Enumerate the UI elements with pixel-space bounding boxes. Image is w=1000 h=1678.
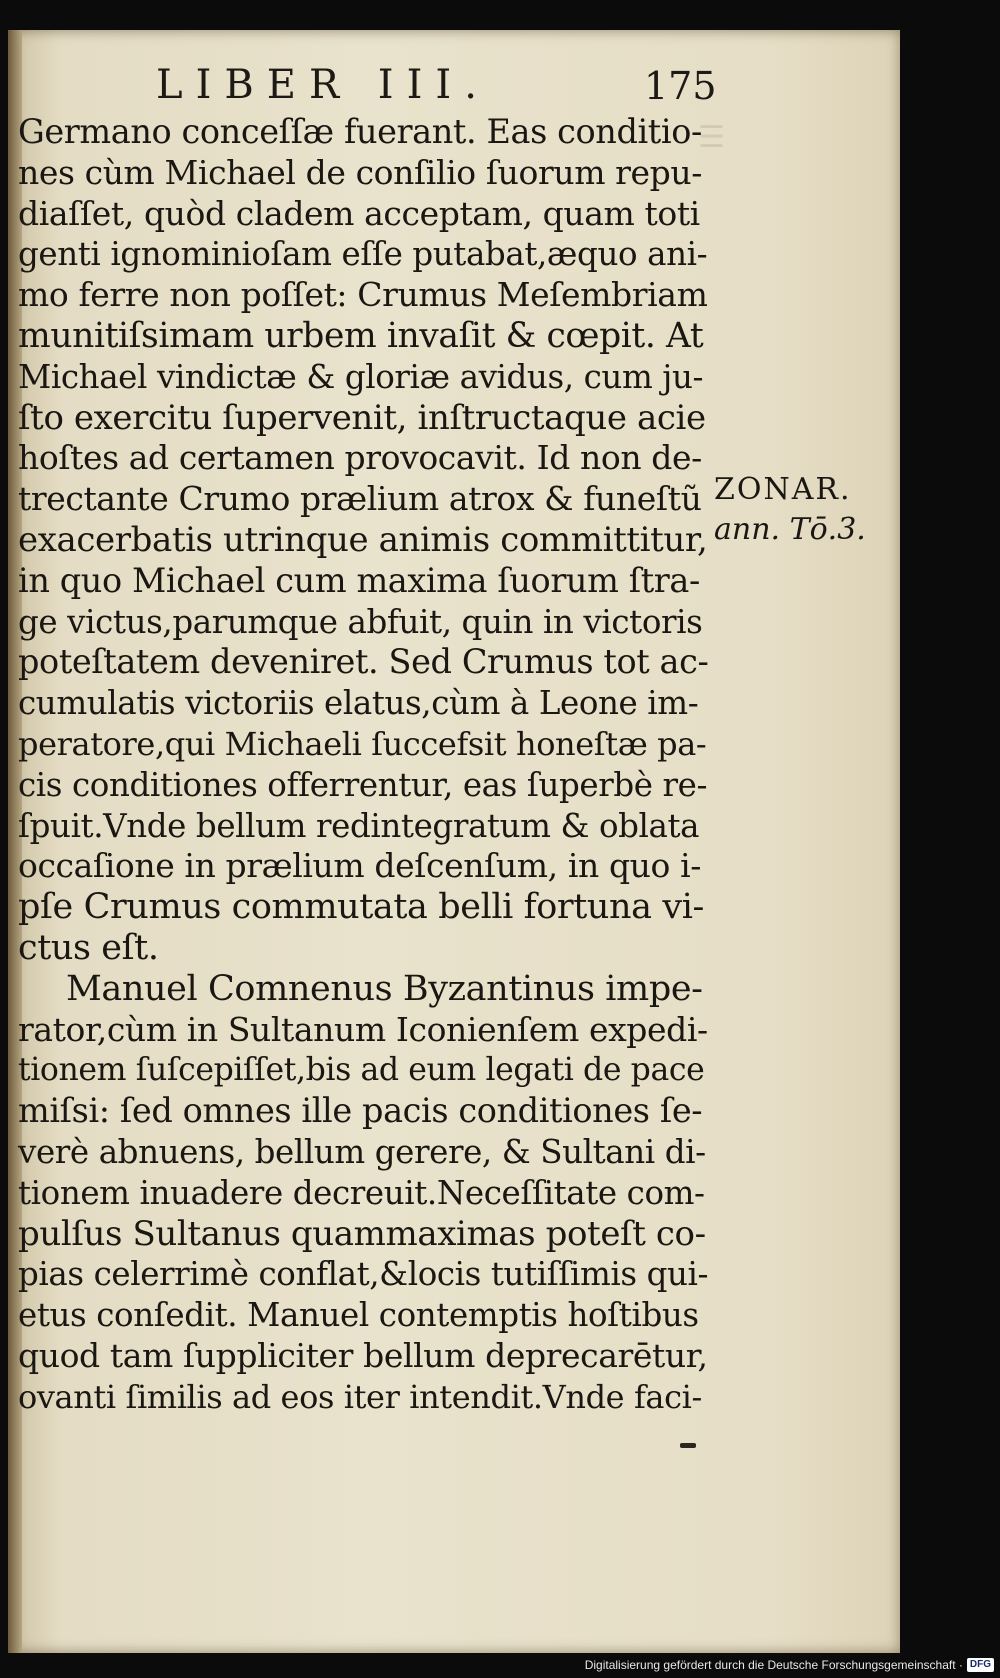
text-line: Germano conceſſæ fuerant. Eas conditio- — [18, 112, 702, 151]
digitization-footer — [585, 1655, 994, 1675]
text-line: Michael vindictæ & gloriæ avidus, cum ju- — [18, 357, 704, 396]
footer-credit: Digitalisierung gefördert durch die Deutsche Forschungsgemeinschaft · — [584, 1658, 963, 1672]
text-line: occaſione in prælium deſcenſum, in quo i- — [18, 846, 701, 886]
text-line: mo ferre non poſſet: Crumus Meſembriam — [18, 275, 708, 315]
text-line: tionem inuadere decreuit.Neceſſitate com- — [18, 1173, 705, 1212]
text-line: ovanti ſimilis ad eos iter intendit.Vnde faci- — [18, 1377, 702, 1416]
text-line: peratore,qui Michaeli ſuccefsit honeſtæ pa- — [18, 724, 707, 763]
text-line: etus conſedit. Manuel contemptis hoſtibus — [18, 1296, 699, 1335]
marginal-note-reference: ann. Tō.3. — [714, 512, 866, 547]
show-through-decoration: ☰ — [698, 120, 725, 155]
text-line: pulſus Sultanus quammaximas poteſt co- — [18, 1213, 706, 1254]
marginal-note-source: ZONAR. — [714, 472, 852, 507]
text-line: poteſtatem deveniret. Sed Crumus tot ac- — [18, 642, 709, 682]
text-line: cumulatis victoriis elatus,cùm à Leone im- — [18, 684, 699, 723]
dfg-logo-icon: DFG — [967, 1658, 994, 1672]
text-line: Manuel Comnenus Byzantinus impe- — [66, 968, 703, 1009]
running-title: LIBER III. — [156, 62, 490, 108]
text-line: verè abnuens, bellum gerere, & Sultani di- — [18, 1132, 706, 1171]
page-number: 175 — [644, 64, 717, 108]
text-line: pſe Crumus commutata belli fortuna vi- — [18, 887, 704, 928]
marginal-note — [714, 470, 866, 550]
text-line: genti ignominioſam eſſe putabat,æquo ani- — [18, 235, 708, 274]
text-line: quod tam ſuppliciter bellum deprecarētur, — [18, 1335, 708, 1375]
text-line: miſsi: ſed omnes ille pacis conditiones ſe- — [18, 1091, 703, 1131]
text-line: ctus eſt. — [18, 927, 159, 968]
book-page — [8, 30, 900, 1653]
text-line: ſpuit.Vnde bellum redintegratum & oblata — [18, 806, 700, 845]
text-line: pias celerrimè conflat,&locis tutiſſimis qui- — [18, 1255, 709, 1294]
text-line: nes cùm Michael de conſilio ſuorum repu- — [18, 152, 703, 192]
text-line: in quo Michael cum maxima ſuorum ſtra- — [18, 560, 700, 600]
text-line: diaſſet, quòd cladem acceptam, quam toti — [18, 193, 700, 233]
text-line: hoſtes ad certamen provocavit. Id non de- — [18, 438, 702, 478]
text-line: tionem ſuſcepiſſet,bis ad eum legati de pace — [18, 1052, 705, 1089]
text-line: cis conditiones offerrentur, eas ſuperbè re- — [18, 765, 708, 804]
page-header — [8, 62, 900, 114]
text-line: exacerbatis utrinque animis committitur, — [18, 519, 708, 560]
text-line: rator,cùm in Sultanum Iconienſem expedi- — [18, 1009, 708, 1049]
text-line: munitiſsimam urbem invaſit & cœpit. At — [18, 315, 704, 356]
text-line: ge victus,parumque abfuit, quin in victoris — [18, 602, 703, 641]
catchword-mark — [680, 1443, 696, 1448]
body-text — [18, 112, 708, 1418]
text-line: ſto exercitu ſupervenit, inſtructaque acie — [18, 397, 706, 438]
text-line: trectante Crumo prælium atrox & funeſtũ — [18, 479, 702, 519]
